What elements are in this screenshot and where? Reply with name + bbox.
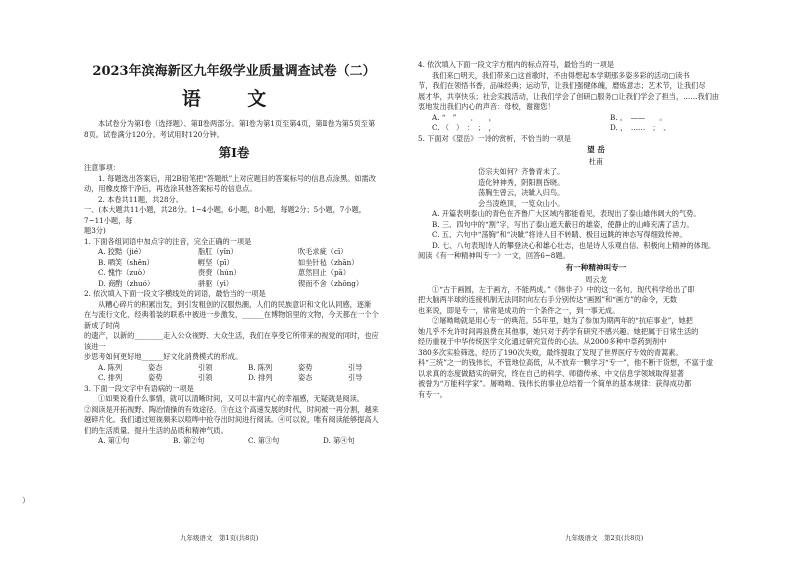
page-footer: 九年级语文 第1页(共8页) — [180, 534, 259, 542]
note-line: 2. 本卷共11题，共28分。 — [98, 194, 183, 204]
q3-text-line: 们的生活质量、提升生活的品质和精神气质。 — [84, 425, 228, 435]
poem-body — [418, 167, 774, 209]
q1-option-row: B. 哂笑（shěn） 孵坚（pī） 如坐针毡（zhān） — [98, 257, 359, 267]
poem-line: 造化钟神秀，阴阳割昏晓。 — [478, 177, 565, 187]
q4-text-line: 我们来□明天，我们带来□这首歌时，不由得想起本学期那多姿多彩的活动□读书 — [432, 70, 690, 80]
question-1: 1. 下面各组词语中加点字的注音，完全正确的一项是 — [84, 236, 252, 246]
note-line: 动，用橡皮擦干净后，再选涂其他答案标号的信息点。 — [84, 184, 257, 193]
q3-text-line: ②阅读是开拓视野、陶冶情操的有效途径。③在这个高速发展的时代，时间被一再分割，越来 — [84, 404, 379, 414]
poem-line: 荡胸生曾云，决眦入归鸟。 — [478, 188, 565, 197]
q4-text-line: 节，我们在领悟书香，品味经典；运动节，让我们强健体魄，磨炼意志；艺术节，让我们尽 — [418, 81, 706, 90]
q1-option-row: C. 愧怍（zuò） 赍赍（hún） 葸然回止（pā） — [98, 268, 351, 277]
q2-text-line: 步思考如何更好地______好文化消费模式的形成。 — [84, 352, 243, 361]
question-2: 2. 依次填入下面一段文字横线处的词语，最恰当的一项是 — [84, 289, 266, 298]
essay-line: ①“古于画圆，左于画方，不能两成。”《韩非子》中的这一名句，现代科学给出了即 — [432, 284, 695, 294]
question-5: 5. 下面对《望岳》一诗的赏析，不恰当的一项是 — [418, 133, 571, 143]
essay-author: 周云龙 — [585, 274, 607, 284]
essay-line: 以求真的态度做踏实的研究，终在自己的科学、师德传承、中文信息学领域取得显著 — [418, 368, 684, 378]
question-4: 4. 依次填入下面一段文字方框内的标点符号，最恰当的一项是 — [418, 60, 615, 69]
poem-line: 会当凌绝顶，一览众山小。 — [478, 198, 565, 208]
exam-title: 2023年滨海新区九年级学业质量调查试卷（二） — [92, 64, 376, 79]
poem-author: 杜甫 — [588, 157, 604, 166]
margin-mark: ） — [22, 496, 30, 505]
essay-title: 有一种精神叫专一 — [565, 262, 627, 272]
essay-line: 也来说，即是专一，常常是成功的一个条件之一，到一事无成。 — [418, 305, 620, 315]
q1-option-row: D. 商酌（zhuó） 骈驱（yì） 锲而不舍（zhōng） — [98, 278, 364, 288]
q2-option-row: C. 排列 姿势 引领 D. 排列 姿态 引导 — [98, 373, 363, 382]
note-line: 一、(本大题共11小题，共28分。1~4小题，6小题，8小题，每题2分；5小题，7小题，7~11小题，每 — [84, 205, 366, 225]
page-footer: 九年级语文 第2页(共8页) — [565, 534, 644, 542]
essay-line: 有专一。 — [418, 389, 447, 399]
poem-title: 望 岳 — [587, 145, 605, 154]
q5-option: C. 五、六句中“荡胸”和“决眦”将诗人目不转睛、极目远眺的神态写得细致传神。 — [432, 230, 687, 239]
essay-line: ②屠呦呦就是用心专一的典范。55年里，她为了参加为期两年的“抗疟事业”，她把 — [432, 316, 693, 325]
reading-intro: 阅读《有一种精神叫专一》一文，回答6~8题。 — [418, 251, 570, 260]
q5-option: D. 七、八句表现诗人的攀登决心和雄心壮志，也是诗人乐观自信、积极向上精神的体现。 — [432, 240, 716, 250]
q2-text-line: 的遗产，以新的________走入公众视野、大众生活，我们在享受它所带来的视觉的同时，也应该进一 — [84, 331, 379, 351]
q1-option-row: A. 狡黠（jié） 脂肛（yǐn） 吹毛求疵（cī） — [98, 247, 348, 256]
essay-line: 被誉为“万能科学家”。屠呦呦、钱伟长的事业总结着一个简单的基本规律：获得成功都 — [418, 379, 692, 388]
q3-text-line: ①如果说看什么事情，就可以清晰时间，又可以丰富内心的幸福感，无疑就是阅读。 — [98, 394, 364, 403]
exam-page-2 — [400, 0, 794, 562]
intro-line: 8页。试卷满分120分。考试用时120分钟。 — [84, 129, 224, 139]
q2-option-row: A. 陈列 姿态 引领 B. 陈列 姿势 引导 — [98, 362, 363, 372]
note-line: 1. 每题选出答案后，用2B铅笔把“答题纸”上对应题目的答案标号的信息点涂黑。如需改 — [98, 173, 376, 183]
intro-line: 本试卷分为第Ⅰ卷（选择题）、第Ⅱ卷两部分。第Ⅰ卷为第1页至第4页，第Ⅱ卷为第5页至第 — [98, 119, 376, 128]
subject-title: 语 文 — [181, 88, 287, 110]
q4-text-line: 衷地发出我们内心的声音：母校，谢谢您！ — [418, 102, 555, 111]
q5-option: A. 开篇表明泰山的青色在齐鲁广大区域内都能看见，表现出了泰山雄伟阔大的气势。 — [432, 209, 701, 218]
note-line: 题3分) — [84, 226, 106, 235]
essay-line: 她几乎不允许时间再浪费在其他事，她只对于药学有研究不感兴趣。她把属于日常生活的 — [418, 326, 699, 336]
q3-option-row: A. 第①句 B. 第②句 C. 第③句 D. 第④句 — [98, 436, 355, 445]
q2-text-line: 在与流行文化、经典着装的联系中被进一步激发，______在博物馆里的文物，今天都在一个个新成了时尚 — [84, 310, 379, 330]
q2-text-line: 从糟心碎片的积累出发，到引发粗创的汉服热潮，人们的民族意识和文化认同感，逐渐 — [98, 299, 372, 309]
essay-line: 把大脑两半球的连接机制无法同时向左右手分别传达“画圆”和“画方”的命令，无数 — [418, 295, 678, 304]
essay-line: 经历重视于中华传统医学文化通过研究宣传的心法。从2000多种中草药到剂中 — [418, 337, 667, 346]
volume-heading: 第Ⅰ卷 — [218, 145, 250, 160]
essay-line: 科“三统”之一的钱伟长，不管地位高低，从不放弃一颗学习“专一”，他不断干货想，不富于虚 — [418, 358, 714, 367]
notes-title: 注意事项： — [84, 163, 120, 172]
poem-line: 岱宗夫如何？齐鲁青未了。 — [478, 167, 565, 176]
q4-option-row: A. “ ” ． ， B. 。 —— 。 — [432, 112, 667, 122]
q4-text-line: 展才华，共享快乐；社会实践活动，让我们学会了创研□服务□让我们学会了担当，……我们由 — [418, 91, 720, 101]
q3-text-line: 越碎片化。我们通过短视频来以喧哗中抢夺出时间进行阅读。④可以说，唯有阅读能够提高人 — [84, 415, 379, 424]
q5-option: B. 三、四句中的“割”字，写出了泰山遮天蔽日的雄姿，使静止的山峰充满了活力。 — [432, 219, 694, 229]
q4-option-row: C. （ ） ： ； ， D. ， …… ； 、 — [432, 123, 671, 132]
question-3: 3. 下面一段文字中有语病的一项是 — [84, 383, 194, 393]
essay-line: 380多次实验筛选，经历了190次失败，最终提取了发现了世界医疗专效的青蒿素。 — [418, 347, 683, 357]
